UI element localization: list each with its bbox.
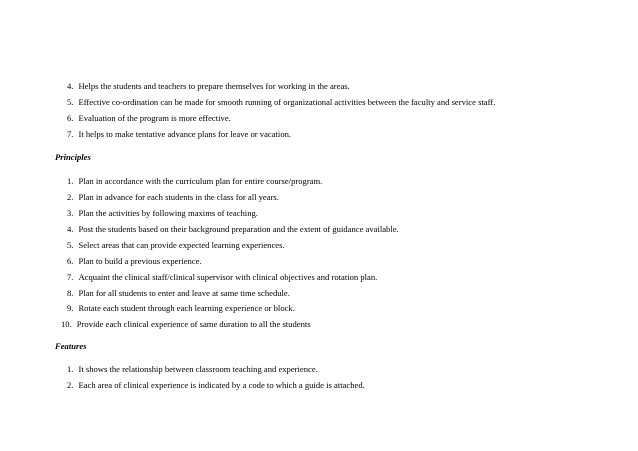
- list-text: It shows the relationship between classroom teaching and experience.: [78, 364, 318, 374]
- list-number: 5.: [67, 240, 74, 250]
- principle-item: [67, 256, 202, 267]
- list-number: 4.: [67, 224, 74, 234]
- list-number: 3.: [67, 208, 74, 218]
- list-number: 7.: [67, 272, 74, 282]
- list-number: 5.: [67, 97, 74, 107]
- list-number: 9.: [67, 303, 74, 313]
- list-number: 1.: [67, 364, 74, 374]
- list-text: Acquaint the clinical staff/clinical supervisor with clinical objectives and rotation plan.: [78, 272, 378, 282]
- principle-item: [67, 224, 399, 235]
- list-text: Plan for all students to enter and leave at same time schedule.: [78, 288, 290, 298]
- list-number: 4.: [67, 81, 74, 91]
- list-text: Select areas that can provide expected learning experiences.: [78, 240, 285, 250]
- principle-item: [67, 192, 279, 203]
- list-text: Plan in advance for each students in the class for all years.: [78, 192, 279, 202]
- list-text: Post the students based on their background preparation and the extent of guidance available.: [78, 224, 399, 234]
- list-text: Plan in accordance with the curriculum plan for entire course/program.: [78, 176, 323, 186]
- principle-item: [67, 240, 285, 251]
- principle-item: [61, 319, 311, 330]
- list-number: 2.: [67, 380, 74, 390]
- list-text: Evaluation of the program is more effective.: [78, 113, 231, 123]
- list-number: 1.: [67, 176, 74, 186]
- list-text: Rotate each student through each learning experience or block.: [78, 303, 295, 313]
- principle-item: [67, 288, 290, 299]
- features-heading: Features: [55, 341, 87, 351]
- feature-item: [67, 380, 365, 391]
- principle-item: [67, 272, 377, 283]
- list-number: 6.: [67, 256, 74, 266]
- list-text: Provide each clinical experience of same duration to all the students: [76, 319, 311, 329]
- list-text: Each area of clinical experience is indicated by a code to which a guide is attached.: [78, 380, 365, 390]
- list-text: Plan the activities by following maxims of teaching.: [78, 208, 258, 218]
- list-text: It helps to make tentative advance plans for leave or vacation.: [78, 129, 292, 139]
- list-number: 6.: [67, 113, 74, 123]
- list-item: [67, 97, 495, 108]
- list-number: 10.: [61, 319, 72, 329]
- list-number: 2.: [67, 192, 74, 202]
- principles-heading: Principles: [55, 152, 91, 162]
- list-item: [67, 81, 350, 92]
- list-number: 7.: [67, 129, 74, 139]
- principle-item: [67, 208, 258, 219]
- list-text: Effective co-ordination can be made for smooth running of organizational activities between the faculty and service staff.: [78, 97, 496, 107]
- principle-item: [67, 303, 295, 314]
- list-text: Helps the students and teachers to prepare themselves for working in the areas.: [78, 81, 350, 91]
- list-item: [67, 113, 231, 124]
- feature-item: [67, 364, 318, 375]
- list-text: Plan to build a previous experience.: [78, 256, 202, 266]
- list-number: 8.: [67, 288, 74, 298]
- list-item: [67, 129, 291, 140]
- principle-item: [67, 176, 322, 187]
